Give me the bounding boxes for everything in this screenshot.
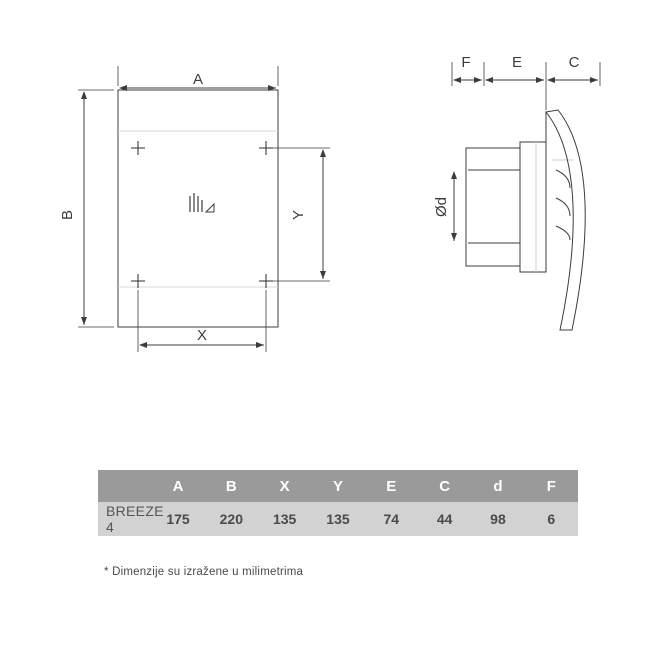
cell-Y: 135	[311, 502, 364, 536]
cell-F: 6	[525, 502, 578, 536]
col-header-E: E	[365, 470, 418, 502]
footnote-units: * Dimenzije su izražene u milimetrima	[104, 566, 304, 578]
center-logo-mark	[190, 193, 214, 212]
spec-table-wrapper	[98, 470, 578, 536]
label-B: B	[59, 209, 76, 221]
side-view-grille	[552, 160, 574, 240]
spec-table	[98, 470, 578, 536]
label-E: E	[511, 54, 523, 71]
side-view-front-cover	[546, 110, 585, 330]
label-Y: Y	[290, 209, 307, 221]
cell-X: 135	[258, 502, 311, 536]
col-header-B: B	[205, 470, 258, 502]
side-view-body	[520, 142, 546, 272]
screw-hole-marks	[131, 141, 273, 288]
label-C: C	[568, 54, 580, 71]
cell-d: 98	[471, 502, 524, 536]
cell-A: 175	[151, 502, 204, 536]
col-header-C: C	[418, 470, 471, 502]
side-view-back-plate	[466, 148, 520, 266]
cell-C: 44	[418, 502, 471, 536]
col-header-name	[98, 470, 151, 502]
col-header-X: X	[258, 470, 311, 502]
cell-model-name: BREEZE 4	[98, 502, 151, 536]
col-header-Y: Y	[311, 470, 364, 502]
dimension-B	[78, 90, 114, 327]
label-A: A	[192, 71, 204, 88]
col-header-F: F	[525, 470, 578, 502]
label-F: F	[461, 54, 471, 71]
col-header-A: A	[151, 470, 204, 502]
cell-B: 220	[205, 502, 258, 536]
table-row	[98, 502, 578, 536]
label-X: X	[196, 327, 208, 344]
side-view-duct	[468, 170, 520, 243]
table-header-row	[98, 470, 578, 502]
col-header-d: d	[471, 470, 524, 502]
cell-E: 74	[365, 502, 418, 536]
label-diameter-d: Ød	[433, 196, 450, 218]
